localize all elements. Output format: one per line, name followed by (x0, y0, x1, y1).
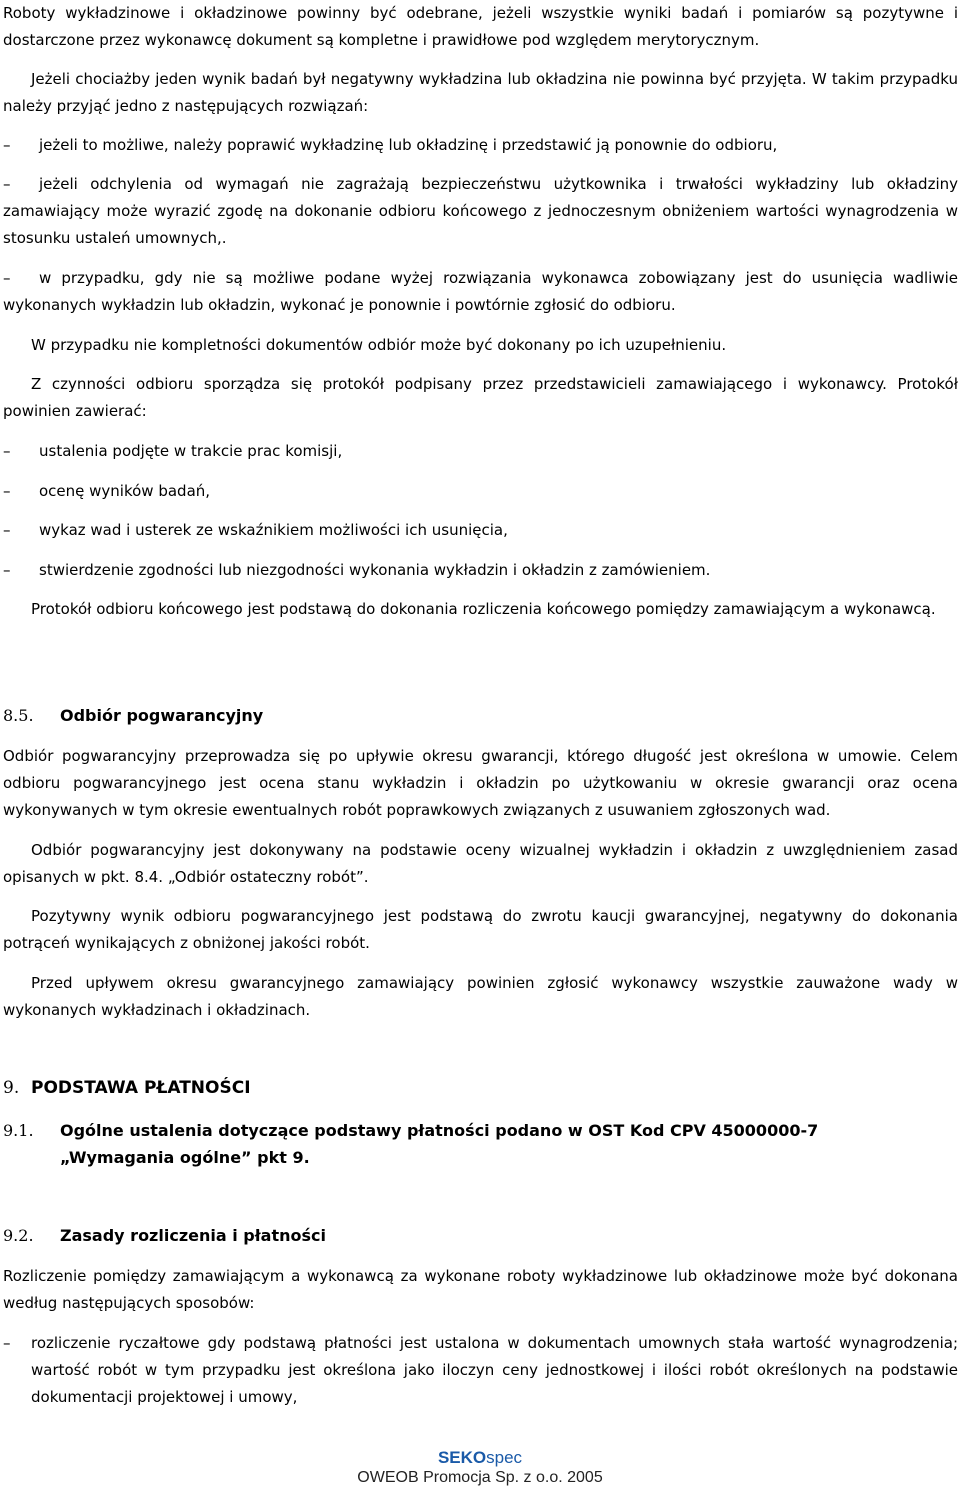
section-title: Odbiór pogwarancyjny (60, 706, 264, 725)
list-item (3, 478, 958, 505)
list-item-text: stwierdzenie zgodności lub niezgodności wykonania wykładzin i okładzin z zamówieniem. (39, 561, 711, 579)
paragraph-defect-report: Przed upływem okresu gwarancyjnego zamawiający powinien zgłosić wykonawcy wszystkie zauważone wady w wykonanych wykładzinach i okładzinach. (3, 974, 958, 1019)
list-item (3, 1330, 958, 1411)
section-number: 9.1. (3, 1121, 34, 1140)
brand-logo-rest: spec (486, 1448, 523, 1467)
list-item (3, 438, 958, 465)
section-number: 8.5. (3, 706, 34, 725)
dash-bullet: – (3, 175, 11, 193)
section-title: Ogólne ustalenia dotyczące podstawy płatności podano w OST Kod CPV 45000000-7 (60, 1121, 819, 1140)
list-item (3, 517, 958, 544)
paragraph-final-protocol: Protokół odbioru końcowego jest podstawą do dokonania rozliczenia końcowego pomiędzy zamawiającym a wykonawcą. (31, 600, 936, 618)
list-item (3, 557, 958, 584)
section-title: PODSTAWA PŁATNOŚCI (31, 1078, 251, 1098)
section-heading-9 (3, 1075, 958, 1102)
list-item-text: wykaz wad i usterek ze wskaźnikiem możliwości ich usunięcia, (39, 521, 508, 539)
list-item-text: jeżeli odchylenia od wymagań nie zagrażają bezpieczeństwu użytkownika i trwałości wykładziny lub okładziny zamawiający może wyrazić zgodę na dokonanie odbioru końcowego z jednoczesnym obniżeniem wartości wynagrodzenia w stosunku ustaleń umownych,. (3, 175, 958, 247)
dash-bullet: – (3, 561, 11, 579)
brand-logo-bold: SEKO (437, 1448, 487, 1467)
paragraph-visual-assessment: Odbiór pogwarancyjny jest dokonywany na podstawie oceny wizualnej wykładzin i okładzin z uwzględnieniem zasad opisanych w pkt. 8.4. „Odbiór ostateczny robót”. (3, 841, 958, 886)
dash-bullet: – (3, 1334, 11, 1352)
page-footer (0, 1448, 960, 1488)
section-number: 9.2. (3, 1226, 34, 1245)
list-item-text: ustalenia podjęte w trakcie prac komisji, (39, 442, 343, 460)
section-heading-9-1 (3, 1117, 958, 1171)
section-heading-8-5 (3, 702, 958, 729)
list-item-text: w przypadku, gdy nie są możliwe podane wyżej rozwiązania wykonawca zobowiązany jest do usunięcia wadliwie wykonanych wykładzin lub okładzin, wykonać je ponownie i powtórnie zgłosić do odbioru. (3, 269, 958, 314)
list-item (3, 171, 958, 252)
paragraph-incomplete-documents: W przypadku nie kompletności dokumentów odbiór może być dokonany po ich uzupełnieniu. (31, 336, 727, 354)
list-item (3, 265, 958, 319)
dash-bullet: – (3, 136, 11, 154)
section-number: 9. (3, 1078, 20, 1098)
company-name: OWEOB Promocja Sp. z o.o. 2005 (357, 1469, 603, 1486)
list-item-text: ocenę wyników badań, (39, 482, 211, 500)
dash-bullet: – (3, 482, 11, 500)
paragraph-settlement-methods: Rozliczenie pomiędzy zamawiającym a wykonawcą za wykonane roboty wykładzinowe lub okładzinowe może być dokonana według następujących sposobów: (3, 1267, 958, 1312)
paragraph-acceptance-conditions: Roboty wykładzinowe i okładzinowe powinny być odebrane, jeżeli wszystkie wyniki badań i pomiarów są pozytywne i dostarczone przez wykonawcę dokument są kompletne i prawidłowe pod względem merytorycznym. (3, 4, 958, 49)
dash-bullet: – (3, 269, 11, 287)
paragraph-post-warranty: Odbiór pogwarancyjny przeprowadza się po upływie okresu gwarancji, którego długość jest określona w umowie. Celem odbioru pogwarancyjnego jest ocena stanu wykładzin i okładzin po użytkowaniu w okresie gwarancji oraz ocena wykonywanych w tym okresie ewentualnych robót poprawkowych związanych z usuwaniem zgłoszonych wad. (3, 747, 958, 819)
paragraph-protocol: Z czynności odbioru sporządza się protokół podpisany przez przedstawicieli zamawiającego i wykonawcy. Protokół powinien zawierać: (3, 375, 958, 420)
section-title-continued: „Wymagania ogólne” pkt 9. (60, 1148, 310, 1167)
dash-bullet: – (3, 521, 11, 539)
paragraph-warranty-deposit: Pozytywny wynik odbioru pogwarancyjnego jest podstawą do zwrotu kaucji gwarancyjnej, negatywny do dokonania potrąceń wynikających z obniżonej jakości robót. (3, 907, 958, 952)
brand-logo (0, 1448, 960, 1468)
list-item (3, 132, 958, 159)
section-heading-9-2 (3, 1222, 958, 1249)
dash-bullet: – (3, 442, 11, 460)
section-title: Zasady rozliczenia i płatności (60, 1226, 326, 1245)
paragraph-negative-result: Jeżeli chociażby jeden wynik badań był negatywny wykładzina lub okładzina nie powinna być przyjęta. W takim przypadku należy przyjąć jedno z następujących rozwiązań: (3, 70, 958, 115)
list-item-text: rozliczenie ryczałtowe gdy podstawą płatności jest ustalona w dokumentach umownych stała wartość wynagrodzenia; wartość robót w tym przypadku jest określona jako iloczyn ceny jednostkowej i ilości robót określonych na podstawie dokumentacji projektowej i umowy, (31, 1334, 958, 1406)
list-item-text: jeżeli to możliwe, należy poprawić wykładzinę lub okładzinę i przedstawić ją ponownie do odbioru, (39, 136, 778, 154)
